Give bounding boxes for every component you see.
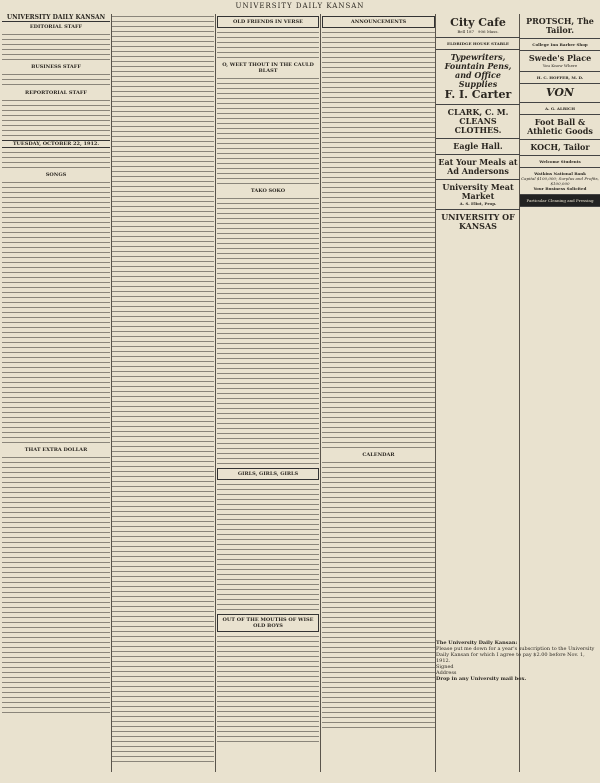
protsch-title: PROTSCH, The Tailor. bbox=[526, 16, 594, 35]
article-text bbox=[217, 634, 319, 744]
clark-ad bbox=[436, 105, 520, 139]
watkins-capital: Capital $100,000; Surplus and Profits, $100,000 bbox=[521, 176, 599, 186]
column-2 bbox=[217, 14, 319, 774]
poem-title: O, WEET THOUT IN THE CAULD BLAST bbox=[222, 62, 314, 74]
calendar-text bbox=[322, 460, 435, 730]
hoffer-title: H. C. HOFFER, M. D. bbox=[536, 75, 584, 80]
meat-market-prop: A. S. Eliot, Prop. bbox=[459, 201, 497, 206]
city-cafe-address: 906 Mass. bbox=[477, 29, 499, 34]
hoffer-ad bbox=[520, 72, 600, 84]
football-ad bbox=[520, 115, 600, 140]
masthead: UNIVERSITY DAILY KANSAN bbox=[2, 14, 110, 22]
old-friends-heading: OLD FRIENDS IN VERSE bbox=[217, 16, 319, 28]
football-title: Foot Ball & Athletic Goods bbox=[527, 117, 593, 136]
swede-ad bbox=[520, 51, 600, 72]
von-ad bbox=[520, 84, 600, 103]
staff-list bbox=[2, 98, 110, 138]
issue-date: TUESDAY, OCTOBER 22, 1912. bbox=[2, 140, 110, 148]
reportorial-staff-heading: REPORTORIAL STAFF bbox=[25, 90, 87, 96]
column-rule bbox=[320, 14, 321, 772]
column-rule bbox=[215, 14, 216, 772]
typewriters-title: Typewriters, Fountain Pens, and Office Supplies bbox=[444, 52, 512, 89]
calendar-heading: CALENDAR bbox=[362, 452, 395, 458]
article-text bbox=[217, 30, 319, 60]
university-title: UNIVERSITY OF KANSAS bbox=[441, 212, 515, 231]
girls-heading: GIRLS, GIRLS, GIRLS bbox=[217, 468, 319, 480]
carter-ad bbox=[436, 50, 520, 105]
eagle-hall-title: Eagle Hall. bbox=[453, 141, 503, 151]
protsch-ad bbox=[520, 14, 600, 39]
eldridge-ad bbox=[436, 38, 520, 50]
announcements-text bbox=[322, 30, 435, 450]
column-3 bbox=[322, 14, 435, 774]
meat-market-title: University Meat Market bbox=[442, 182, 514, 201]
clark-title: CLARK, C. M. CLEANS CLOTHES. bbox=[447, 107, 509, 135]
alrich-title: A. G. ALRICH bbox=[544, 106, 576, 111]
songs-heading: SONGS bbox=[45, 172, 67, 178]
page-header: UNIVERSITY DAILY KANSAN bbox=[235, 2, 365, 10]
coupon-signed: Signed bbox=[436, 664, 454, 670]
city-cafe-bell: Bell 187 bbox=[457, 29, 475, 34]
staff-list bbox=[2, 32, 110, 62]
staff-list bbox=[2, 72, 110, 88]
extra-dollar-heading: THAT EXTRA DOLLAR bbox=[24, 447, 88, 453]
announcements-heading: ANNOUNCEMENTS bbox=[322, 16, 435, 28]
koch-title: KOCH, Tailor bbox=[530, 142, 590, 152]
city-cafe-title: City Cafe bbox=[450, 16, 506, 29]
welcome-ad bbox=[520, 156, 600, 168]
swede-subtitle: You Know Where bbox=[542, 63, 578, 68]
tako-soko-heading: TAKO SOKO bbox=[250, 188, 286, 194]
city-cafe-ad bbox=[436, 14, 520, 38]
von-title: VON bbox=[546, 86, 574, 99]
watkins-ad bbox=[520, 168, 600, 195]
cleaning-ad bbox=[520, 195, 600, 207]
column-editorial bbox=[112, 14, 214, 774]
business-staff-heading: BUSINESS STAFF bbox=[31, 64, 81, 70]
watkins-business: Your Business Solicited bbox=[533, 186, 587, 191]
article-text bbox=[217, 482, 319, 612]
article-text bbox=[2, 180, 110, 445]
eldridge-title: ELDRIDGE HOUSE STABLE bbox=[447, 41, 509, 46]
meat-market-ad bbox=[436, 180, 520, 210]
alrich-ad bbox=[520, 103, 600, 115]
watkins-title: Watkins National Bank bbox=[534, 171, 586, 176]
coupon-drop-note: Drop in any University mail box. bbox=[436, 676, 527, 682]
article-text bbox=[217, 196, 319, 466]
barber-ad bbox=[520, 39, 600, 51]
welcome-title: Welcome Students bbox=[539, 159, 581, 164]
article-text bbox=[2, 150, 110, 170]
subscription-coupon bbox=[436, 640, 596, 682]
article-text bbox=[2, 455, 110, 715]
article-text bbox=[112, 14, 214, 764]
cleaning-title: Particular Cleaning and Pressing bbox=[526, 198, 594, 203]
wise-old-boys-heading: OUT OF THE MOUTHS OF WISE OLD BOYS bbox=[217, 614, 319, 632]
column-1 bbox=[2, 14, 110, 774]
coupon-title: The University Daily Kansan: bbox=[436, 640, 518, 646]
swede-title: Swede's Place bbox=[528, 53, 592, 63]
andersons-ad bbox=[436, 155, 520, 180]
university-ad bbox=[436, 210, 520, 234]
carter-name: F. I. Carter bbox=[444, 88, 512, 101]
andersons-title: Eat Your Meals at Ad Andersons bbox=[438, 157, 518, 176]
coupon-address: Address bbox=[436, 670, 457, 676]
koch-ad bbox=[520, 140, 600, 156]
coupon-text: Please put me down for a year's subscription to the University Daily Kansan for which I agree to pay $2.00 before Nov. 1, 1912. bbox=[436, 646, 595, 664]
editorial-staff-heading: EDITORIAL STAFF bbox=[29, 24, 83, 30]
barber-title: College Inn Barber Shop bbox=[532, 42, 588, 47]
poem-text bbox=[217, 76, 319, 186]
eagle-hall-ad bbox=[436, 139, 520, 155]
